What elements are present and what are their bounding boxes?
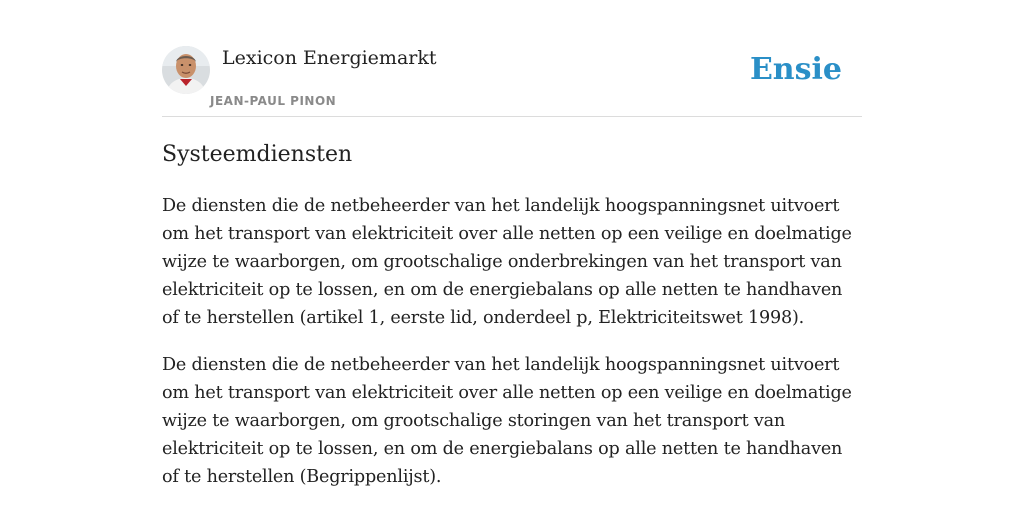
brand-logo[interactable]: Ensie <box>749 52 842 87</box>
header <box>162 46 862 117</box>
lexicon-title[interactable]: Lexicon Energiemarkt <box>222 47 437 69</box>
definition-paragraph: De diensten die de netbeheerder van het landelijk hoogspanningsnet uitvoert om het transport van elektriciteit over alle netten op een veilige en doelmatige wijze te waarborgen, om grootschalige onderbrekingen van het transport van elektriciteit op te lossen, en om de energiebalans op alle netten te handhaven of te herstellen (artikel 1, eerste lid, onderdeel p, Elektriciteitswet 1998). <box>162 196 852 328</box>
author-avatar[interactable] <box>162 46 210 94</box>
author-name[interactable]: JEAN-PAUL PINON <box>210 94 337 108</box>
avatar-icon <box>162 46 210 94</box>
term-title: Systeemdiensten <box>162 142 353 167</box>
definition-paragraph: De diensten die de netbeheerder van het landelijk hoogspanningsnet uitvoert om het transport van elektriciteit over alle netten op een veilige en doelmatige wijze te waarborgen, om grootschalige storingen van het transport van elektriciteit op te lossen, en om de energiebalans op alle netten te handhaven of te herstellen (Begrippenlijst). <box>162 355 852 487</box>
